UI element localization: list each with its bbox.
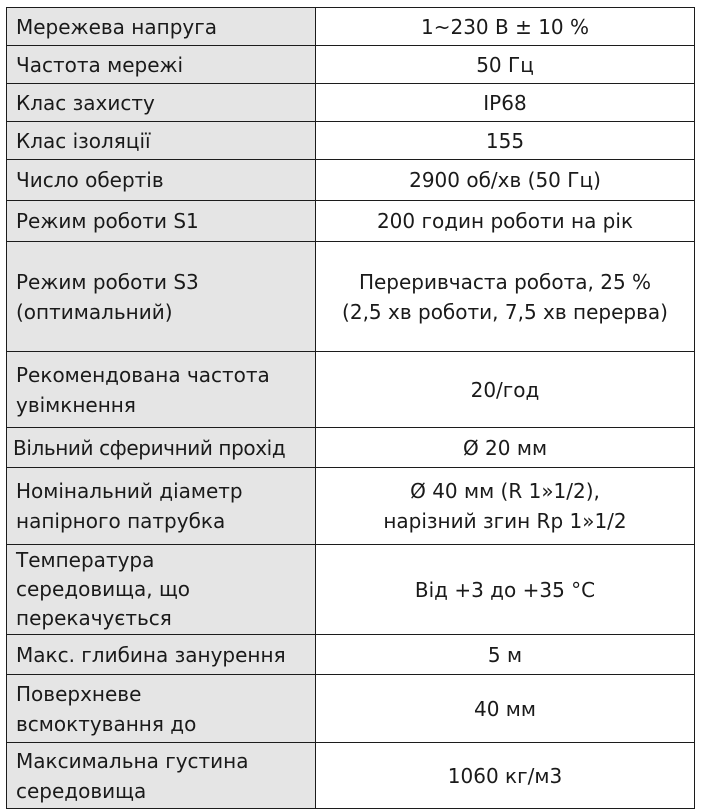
param-line: Номінальний діаметр <box>16 479 243 503</box>
value-line: Ø 20 мм <box>462 435 548 460</box>
param-label <box>7 122 316 160</box>
param-line: Клас ізоляції <box>16 128 151 153</box>
table-row <box>7 635 695 675</box>
value-line: 1~230 В ± 10 % <box>420 14 590 39</box>
param-value <box>316 84 695 122</box>
value-line: Переривчаста робота, 25 % <box>358 269 652 294</box>
value-line: 5 м <box>487 642 523 667</box>
param-line: всмоктування до <box>16 711 197 736</box>
param-value <box>316 468 695 545</box>
param-label <box>7 242 316 352</box>
param-value <box>316 242 695 352</box>
param-line: напірного патрубка <box>16 509 226 533</box>
value-line: нарізний згин Rp 1»1/2 <box>383 509 627 533</box>
table-row <box>7 46 695 84</box>
param-label <box>7 545 316 635</box>
param-line: Вільний сферичний прохід <box>13 435 286 460</box>
value-line: 20/год <box>470 377 540 402</box>
param-label <box>7 428 316 468</box>
param-line: середовища, що <box>16 577 191 601</box>
table-row <box>7 84 695 122</box>
param-label <box>7 468 316 545</box>
param-value <box>316 428 695 468</box>
table-row <box>7 242 695 352</box>
param-line: Режим роботи S1 <box>16 209 199 233</box>
table-row <box>7 201 695 242</box>
param-line: Рекомендована частота <box>16 362 270 387</box>
value-line: 155 <box>485 128 525 153</box>
param-value <box>316 545 695 635</box>
param-label <box>7 8 316 46</box>
param-value <box>316 201 695 242</box>
param-line: середовища <box>16 778 147 803</box>
param-label <box>7 675 316 743</box>
table-row <box>7 468 695 545</box>
param-line: перекачується <box>16 606 172 630</box>
param-value <box>316 122 695 160</box>
value-line: Від +3 до +35 °С <box>414 577 596 602</box>
param-label <box>7 743 316 809</box>
value-line: (2,5 хв роботи, 7,5 хв перерва) <box>342 299 668 324</box>
value-line: IP68 <box>483 90 527 115</box>
param-label <box>7 84 316 122</box>
table-row <box>7 8 695 46</box>
param-label <box>7 352 316 428</box>
param-line: Клас захисту <box>16 90 155 115</box>
param-value <box>316 352 695 428</box>
param-line: Максимальна густина <box>16 748 249 773</box>
param-value <box>316 675 695 743</box>
table-row <box>7 428 695 468</box>
param-value <box>316 743 695 809</box>
param-line: Режим роботи S3 <box>16 269 199 294</box>
table-row <box>7 675 695 743</box>
specifications-table <box>6 7 695 809</box>
param-value <box>316 635 695 675</box>
param-line: Макс. глибина занурення <box>16 642 286 667</box>
param-value <box>316 46 695 84</box>
param-line: Поверхневе <box>16 681 142 706</box>
param-label <box>7 635 316 675</box>
table-row <box>7 352 695 428</box>
param-line: Температура <box>16 548 155 572</box>
table-row <box>7 122 695 160</box>
param-line: увімкнення <box>16 392 136 417</box>
value-line: 1060 кг/м3 <box>447 763 563 788</box>
value-line: 40 мм <box>474 696 536 721</box>
param-line: Частота мережі <box>16 52 184 77</box>
value-line: 50 Гц <box>476 52 534 77</box>
value-line: 200 годин роботи на рік <box>376 209 634 233</box>
value-line: Ø 40 мм (R 1»1/2), <box>410 479 600 503</box>
value-line: 2900 об/хв (50 Гц) <box>409 168 601 192</box>
param-value <box>316 8 695 46</box>
table-row <box>7 160 695 201</box>
param-line: Мережева напруга <box>16 14 217 39</box>
param-label <box>7 46 316 84</box>
table-row <box>7 743 695 809</box>
param-line: Число обертів <box>16 168 164 192</box>
param-line: (оптимальний) <box>16 299 173 324</box>
param-value <box>316 160 695 201</box>
table-row <box>7 545 695 635</box>
param-label <box>7 160 316 201</box>
param-label <box>7 201 316 242</box>
